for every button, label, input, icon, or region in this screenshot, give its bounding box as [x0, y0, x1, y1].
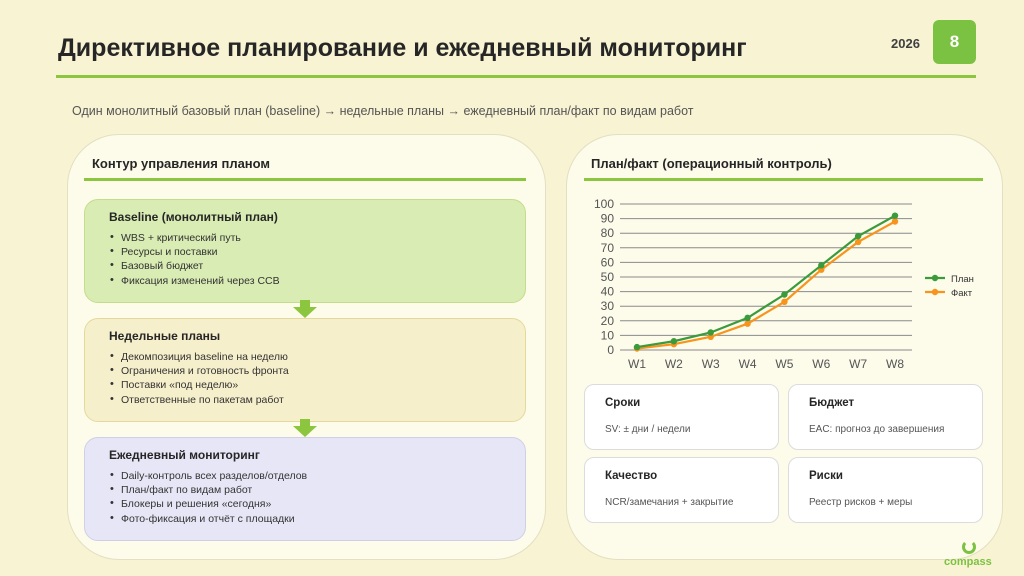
compass-logo-icon	[962, 540, 976, 554]
subtitle: Один монолитный базовый план (baseline) → недельные планы → ежедневный план/факт по видам работ	[72, 104, 694, 118]
legend-label: План	[951, 274, 974, 285]
list-item: • Фото-фиксация и отчёт с площадки	[109, 512, 525, 526]
list-item: • Фиксация изменений через CCB	[109, 274, 525, 288]
arrow-down-icon	[293, 419, 317, 437]
x-tick-label: W6	[812, 357, 831, 371]
list-item: • WBS + критический путь	[109, 231, 525, 245]
data-point-plan	[744, 315, 750, 321]
y-tick-label: 100	[593, 197, 614, 211]
y-tick-label: 70	[600, 240, 614, 255]
list-item: • Декомпозиция baseline на неделю	[109, 350, 525, 364]
plan-fact-panel-divider	[584, 178, 983, 181]
kpi-text: SV: ± дни / недели	[605, 424, 691, 435]
data-point-fact	[744, 321, 750, 327]
stage-title: Недельные планы	[109, 329, 221, 343]
x-tick-label: W3	[701, 357, 720, 371]
data-point-plan	[671, 338, 677, 344]
plan-fact-chart	[590, 196, 990, 376]
plan-control-panel-title: Контур управления планом	[92, 156, 271, 171]
list-item: • Базовый бюджет	[109, 259, 525, 273]
data-point-fact	[892, 218, 898, 224]
kpi-text: Реестр рисков + меры	[809, 497, 913, 508]
kpi-text: EAC: прогноз до завершения	[809, 424, 945, 435]
list-item: • Ресурсы и поставки	[109, 245, 525, 259]
legend-swatch-marker	[932, 275, 938, 281]
legend-swatch-marker	[932, 289, 938, 295]
stage-title: Ежедневный мониторинг	[109, 448, 260, 462]
kpi-title: Бюджет	[809, 397, 855, 409]
y-tick-label: 90	[600, 211, 614, 226]
list-item: • Ответственные по пакетам работ	[109, 393, 525, 407]
x-tick-label: W7	[849, 357, 868, 371]
kpi-title: Риски	[809, 470, 843, 482]
y-tick-label: 10	[600, 328, 614, 343]
page-title: Директивное планирование и ежедневный мониторинг	[58, 34, 747, 62]
data-point-plan	[855, 233, 861, 239]
data-point-fact	[855, 239, 861, 245]
list-item: • Поставки «под неделю»	[109, 378, 525, 392]
y-tick-label: 30	[600, 299, 614, 314]
stage-baseline	[84, 199, 526, 303]
x-tick-label: W5	[775, 357, 794, 371]
x-tick-label: W1	[628, 357, 646, 371]
y-tick-label: 20	[600, 313, 614, 328]
kpi-title: Сроки	[605, 397, 641, 409]
arrow-down-icon	[293, 300, 317, 318]
kpi-card-budget	[788, 384, 983, 450]
kpi-card-quality	[584, 457, 779, 523]
year-label: 2026	[891, 36, 920, 51]
plan-control-panel-divider	[84, 178, 526, 181]
logo-text: compass	[944, 556, 992, 568]
data-point-plan	[818, 262, 824, 268]
y-tick-label: 50	[600, 270, 614, 284]
data-point-plan	[708, 329, 714, 335]
list-item: • Daily-контроль всех разделов/отделов	[109, 469, 525, 483]
kpi-title: Качество	[605, 470, 658, 482]
kpi-card-schedule	[584, 384, 779, 450]
data-point-plan	[634, 344, 640, 350]
x-tick-label: W2	[664, 357, 683, 371]
y-tick-label: 0	[607, 343, 614, 357]
data-point-plan	[781, 291, 787, 297]
stage-daily	[84, 437, 526, 541]
list-item: • План/факт по видам работ	[109, 483, 525, 497]
y-tick-label: 80	[600, 226, 614, 241]
data-point-fact	[781, 299, 787, 305]
stage-title: Baseline (монолитный план)	[109, 210, 278, 224]
kpi-text: NCR/замечания + закрытие	[605, 497, 734, 508]
page-number-badge: 8	[933, 20, 976, 64]
legend-label: Факт	[951, 288, 973, 299]
y-tick-label: 60	[600, 255, 614, 270]
list-item: • Ограничения и готовность фронта	[109, 364, 525, 378]
kpi-card-risks	[788, 457, 983, 523]
stage-weekly	[84, 318, 526, 422]
x-tick-label: W4	[738, 357, 757, 371]
data-point-plan	[892, 212, 898, 218]
list-item: • Блокеры и решения «сегодня»	[109, 497, 525, 511]
x-tick-label: W8	[886, 357, 904, 371]
plan-fact-panel-title: План/факт (операционный контроль)	[591, 156, 832, 171]
title-divider	[56, 75, 976, 78]
y-tick-label: 40	[600, 284, 614, 299]
